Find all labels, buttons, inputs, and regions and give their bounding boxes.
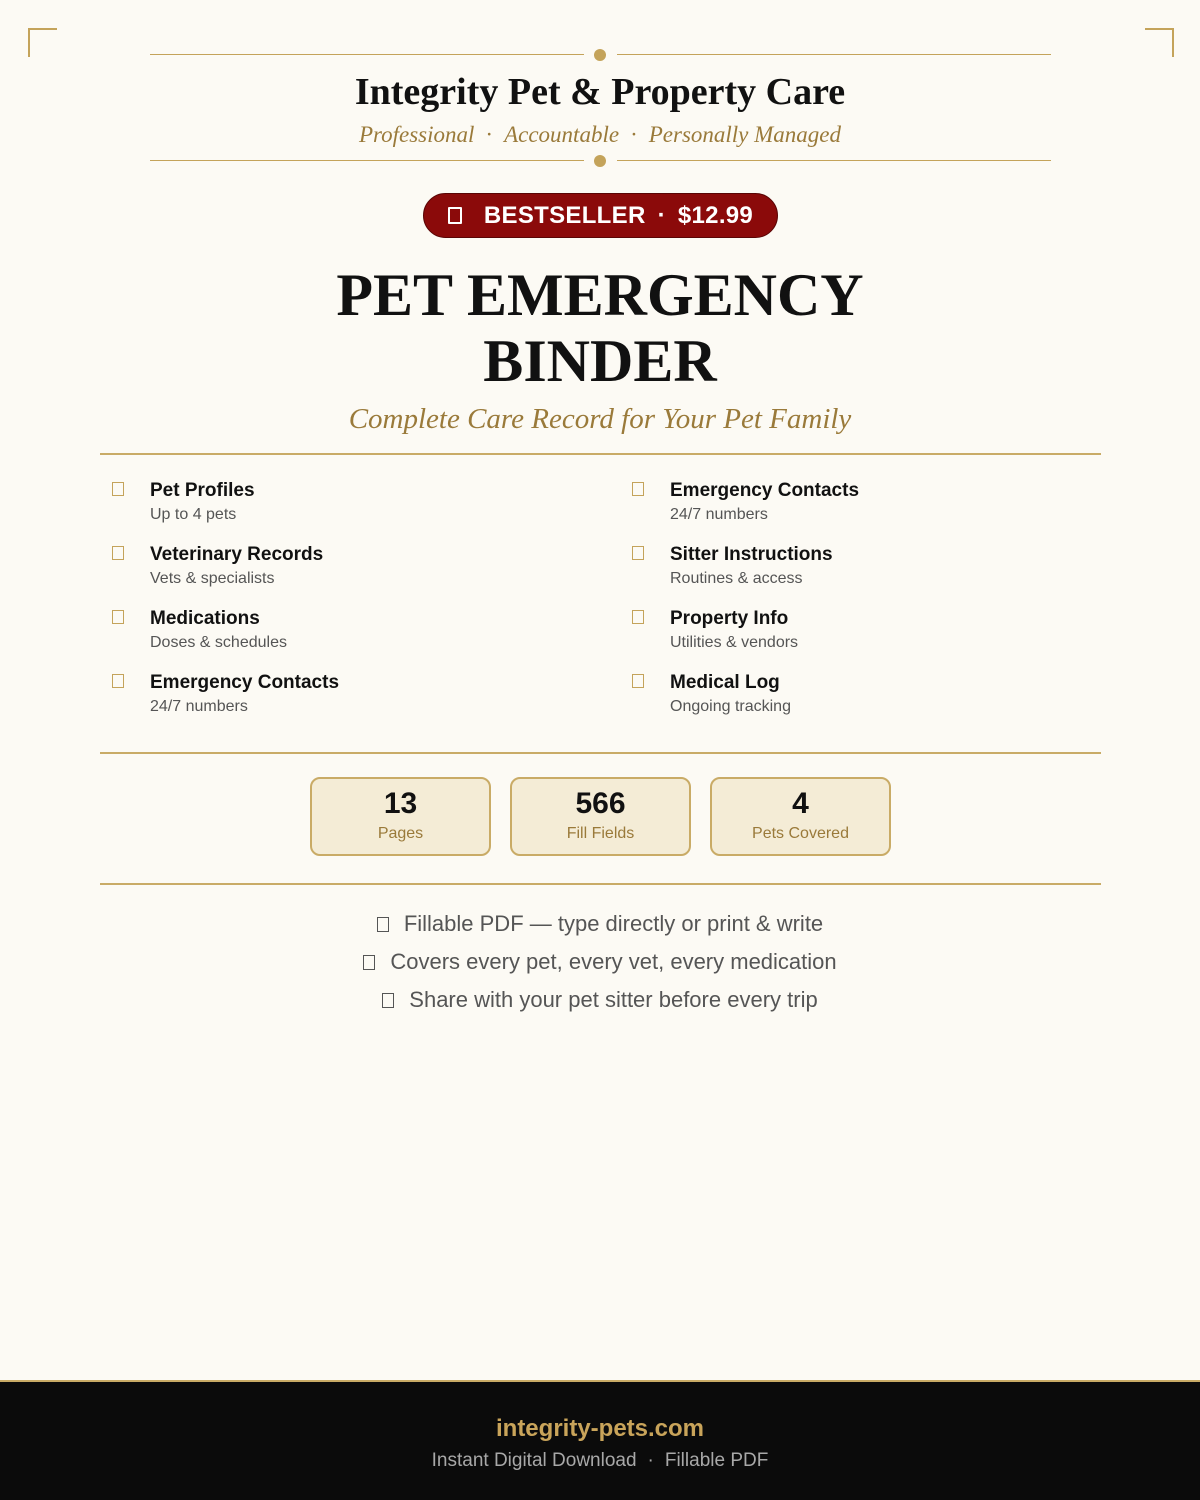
stat-card-pages (310, 777, 491, 856)
checkbox-icon (112, 674, 124, 688)
divider (100, 883, 1101, 885)
benefit-item (0, 905, 1200, 943)
tagline-separator: · (485, 122, 494, 147)
badge-separator: · (657, 201, 666, 229)
feature-item (100, 670, 580, 720)
feature-description: 24/7 numbers (670, 506, 768, 523)
checkbox-icon (632, 546, 644, 560)
feature-title: Veterinary Records (150, 544, 324, 565)
checkbox-icon (112, 610, 124, 624)
feature-description: 24/7 numbers (150, 698, 248, 715)
stat-label: Pets Covered (752, 825, 849, 842)
rule-dot-icon (594, 49, 606, 61)
stat-value: 13 (383, 787, 418, 820)
tagline-item: Personally Managed (648, 122, 841, 147)
feature-title: Property Info (670, 608, 789, 629)
footer-subtext (0, 1450, 1200, 1472)
product-title (0, 262, 1200, 394)
feature-title: Pet Profiles (150, 480, 255, 501)
tagline-item: Professional (358, 122, 475, 147)
product-title-line: PET EMERGENCY (336, 262, 864, 328)
feature-item (100, 606, 580, 656)
stat-value: 566 (575, 787, 626, 820)
stats-row (310, 777, 892, 856)
feature-description: Routines & access (670, 570, 803, 587)
stat-label: Fill Fields (566, 825, 635, 842)
feature-title: Medical Log (670, 672, 780, 693)
stat-label: Pages (377, 825, 424, 842)
star-icon (448, 207, 462, 224)
divider (100, 752, 1101, 754)
bestseller-price-badge (423, 193, 778, 238)
stat-card-pets-covered (710, 777, 891, 856)
feature-item (620, 478, 1100, 528)
ornamental-rule-top (150, 49, 1051, 61)
divider (100, 453, 1101, 455)
footer-separator: · (647, 1450, 654, 1471)
benefit-item (0, 981, 1200, 1019)
benefit-item (0, 943, 1200, 981)
feature-description: Up to 4 pets (150, 506, 237, 523)
stat-card-fill-fields (510, 777, 691, 856)
badge-label: BESTSELLER (483, 201, 646, 229)
benefit-text: Fillable PDF — type directly or print & write (403, 911, 824, 936)
feature-item (100, 542, 580, 592)
footer-sub-item: Instant Digital Download (431, 1450, 637, 1471)
checkbox-icon (632, 610, 644, 624)
benefit-text: Share with your pet sitter before every trip (409, 987, 818, 1012)
feature-title: Sitter Instructions (670, 544, 833, 565)
feature-item (620, 670, 1100, 720)
feature-item (100, 478, 580, 528)
feature-item (620, 542, 1100, 592)
feature-title: Emergency Contacts (670, 480, 860, 501)
checkbox-icon (112, 546, 124, 560)
checkbox-icon (112, 482, 124, 496)
footer-sub-item: Fillable PDF (664, 1450, 769, 1471)
footer-website-link[interactable]: integrity-pets.com (495, 1415, 705, 1442)
badge-price: $12.99 (677, 201, 754, 229)
corner-ornament-top-left (28, 28, 57, 57)
feature-item (620, 606, 1100, 656)
feature-description: Utilities & vendors (670, 634, 799, 651)
tagline-separator: · (630, 122, 638, 147)
corner-ornament-top-right (1145, 28, 1174, 57)
feature-title: Emergency Contacts (150, 672, 340, 693)
checkbox-icon (377, 917, 389, 932)
feature-description: Ongoing tracking (670, 698, 791, 715)
benefit-text: Covers every pet, every vet, every medication (390, 949, 837, 974)
feature-title: Medications (150, 608, 260, 629)
ornamental-rule-bottom (150, 155, 1051, 167)
product-subtitle: Complete Care Record for Your Pet Family (348, 403, 852, 435)
footer (0, 1380, 1200, 1500)
stat-value: 4 (792, 787, 809, 820)
checkbox-icon (632, 482, 644, 496)
product-title-line: BINDER (483, 328, 717, 394)
benefit-list (0, 905, 1200, 1019)
checkbox-icon (363, 955, 375, 970)
checkbox-icon (632, 674, 644, 688)
company-name: Integrity Pet & Property Care (354, 71, 846, 113)
tagline-item: Accountable (504, 122, 620, 147)
feature-description: Doses & schedules (150, 634, 287, 651)
checkbox-icon (382, 993, 394, 1008)
tagline (0, 122, 1200, 148)
feature-description: Vets & specialists (150, 570, 275, 587)
rule-dot-icon (594, 155, 606, 167)
